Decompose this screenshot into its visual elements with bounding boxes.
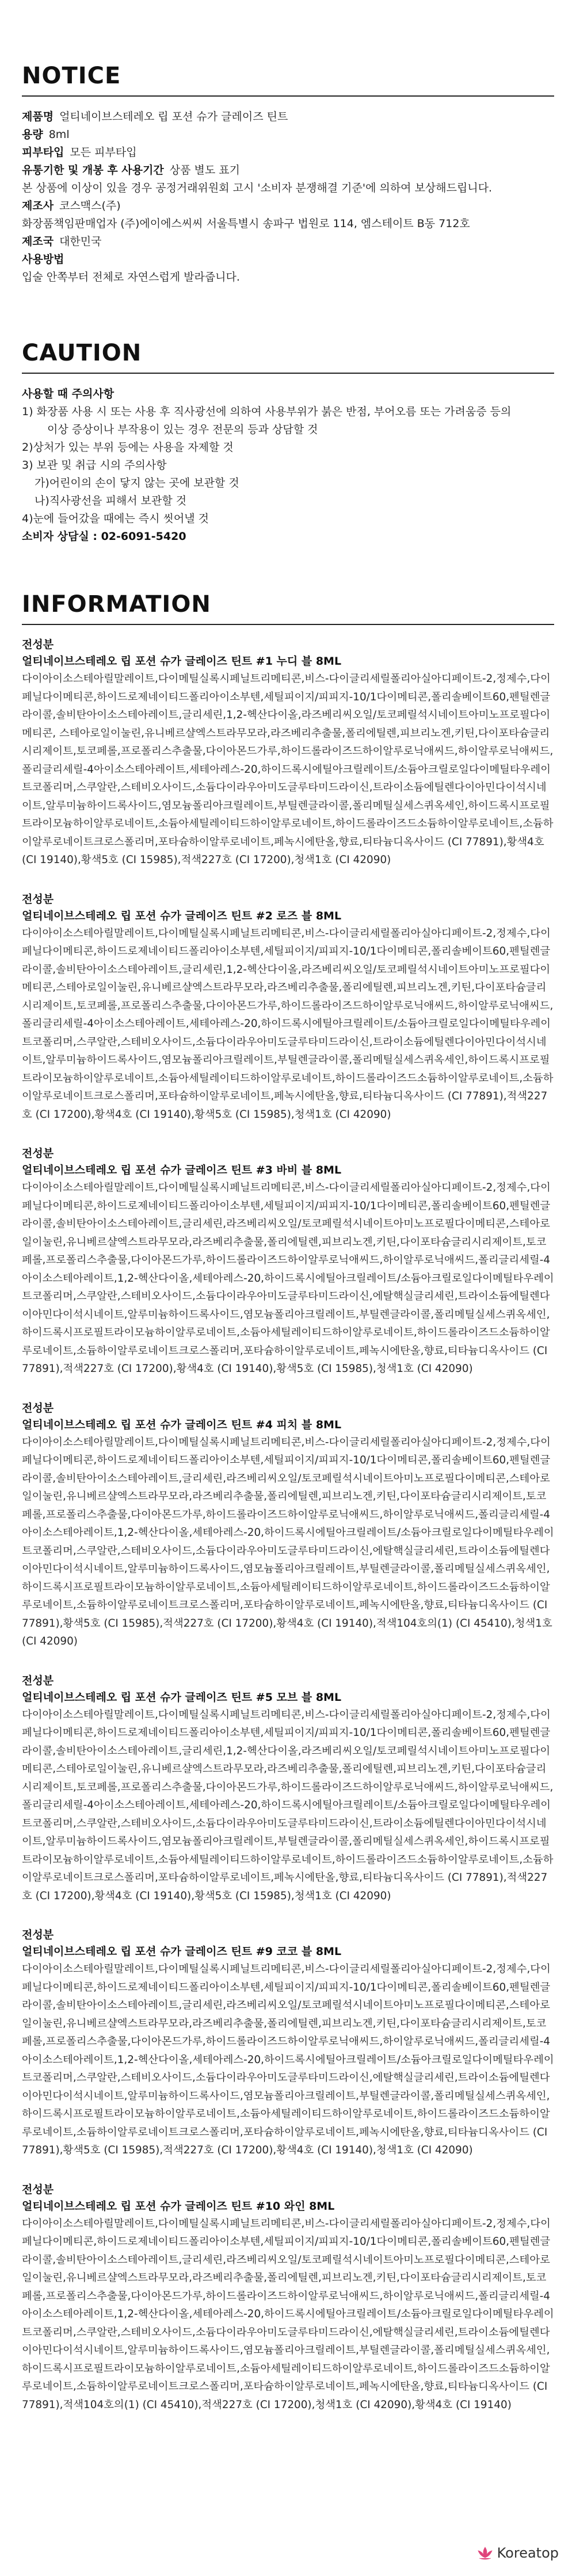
notice-row bbox=[22, 233, 554, 251]
caution-heading: 사용할 때 주의사항 bbox=[22, 388, 115, 400]
ingredient-entry bbox=[22, 637, 554, 869]
ingredient-entry bbox=[22, 1673, 554, 1906]
ingredient-label: 전성분 bbox=[22, 1147, 54, 1160]
caution-divider bbox=[22, 373, 554, 374]
notice-row-value: 대한민국 bbox=[59, 235, 102, 248]
consumer-contact: 소비자 상담실 : 02-6091-5420 bbox=[22, 530, 186, 543]
notice-row-key: 유통기한 및 개봉 후 사용기간 bbox=[22, 164, 164, 177]
caution-lines bbox=[22, 403, 554, 528]
ingredient-label: 전성분 bbox=[22, 892, 54, 906]
ingredient-entries bbox=[22, 637, 554, 2414]
product-variant-name: 얼티네이브스테레오 립 포션 슈가 글레이즈 틴트 #2 로즈 블 8ML bbox=[22, 909, 342, 922]
product-variant-name: 얼티네이브스테레오 립 포션 슈가 글레이즈 틴트 #9 코코 블 8ML bbox=[22, 1945, 342, 1958]
notice-row-value: 8ml bbox=[48, 128, 70, 141]
notice-row bbox=[22, 197, 554, 215]
caution-line: 3) 보관 및 취급 시의 주의사항 bbox=[22, 459, 167, 471]
notice-row-value: 상품 별도 표기 bbox=[169, 164, 240, 177]
ingredient-entry bbox=[22, 1927, 554, 2160]
product-variant-name: 얼티네이브스테레오 립 포션 슈가 글레이즈 틴트 #10 와인 8ML bbox=[22, 2199, 335, 2213]
caution-line: 2)상처가 있는 부위 등에는 사용을 자제할 것 bbox=[22, 441, 234, 454]
notice-row bbox=[22, 215, 554, 233]
ingredient-label: 전성분 bbox=[22, 1929, 54, 1941]
notice-row-value: 코스맥스(주) bbox=[59, 200, 121, 212]
caution-line: 이상 증상이나 부작용이 있는 경우 전문의 등과 상담할 것 bbox=[47, 423, 318, 436]
notice-row bbox=[22, 126, 554, 144]
ingredient-label: 전성분 bbox=[22, 2183, 54, 2196]
notice-rows bbox=[22, 108, 554, 286]
notice-row bbox=[22, 179, 554, 197]
notice-row-value: 얼티네이브스테레오 립 포션 슈가 글레이즈 틴트 bbox=[59, 110, 288, 123]
caution-title: CAUTION bbox=[22, 340, 142, 366]
product-variant-name: 얼티네이브스테레오 립 포션 슈가 글레이즈 틴트 #5 모브 블 8ML bbox=[22, 1690, 342, 1704]
product-variant-name: 얼티네이브스테레오 립 포션 슈가 글레이즈 틴트 #3 바비 블 8ML bbox=[22, 1164, 342, 1176]
ingredient-label: 전성분 bbox=[22, 638, 54, 651]
ingredient-list: 다이아이소스테아릴말레이트,다이메틸실록시페닐트리메티콘,비스-다이글리세릴폴리아실아디페이트-2,정제수,다이페닐다이메티콘,하이드로제네이티드폴리아이소부텐,세틸피이지/피피지-10/1다이메티콘,폴리솔베이트60,펜틸렌글라이콜,솔비탄아이소스테아레이트,글리세린,라즈베리씨오일/토코페릴석시네이트아미노프로필다이메티콘,스테아로일이눌린,유니베르샬엑스트라무모라,라즈베리추출물,폴리에틸렌,피브리노겐,키틴,다이포타슘글리시리제이트,토코페롤,프로폴리스추출물,다이아몬드가루,하이드롤라이즈드하이알루로닉애씨드,하이알루로닉애씨드,폴리글리세릴-4아이소스테아레이트,1,2-헥산다이올,세테아레스-20,하이드록시에틸아크릴레이트/소듐아크릴로일다이메틸타우레이트코폴리머,스쿠알란,스테비오사이드,소듐다이라우아미도글루타미드라이신,에탈핵실글리세린,트라이소듐에틸렌다이아민다이석시네이트,알루미늄하이드록사이드,염모늄폴리아크릴레이트,부틸렌글라이콜,폴리메틸실세스퀴옥세인,하이드록시프로필트라이모늄하이알루로네이트,소듐아세틸레이티드하이알루로네이트,하이드롤라이즈드소듐하이알루로네이트,소듐하이알루로네이트크로스폴리머,포타슘하이알루로네이트,페녹시에탄올,향료,티타늄디옥사이드 (CI 77891),적색104호의(1) (CI 45410),적색227호 (CI 17200),청색1호 (CI 42090),황색4호 (CI 19140) bbox=[22, 2217, 554, 2411]
ingredient-entry bbox=[22, 1145, 554, 1378]
ingredient-entry bbox=[22, 1400, 554, 1651]
koreatop-logo bbox=[476, 2545, 559, 2561]
notice-row bbox=[22, 269, 554, 286]
ingredient-entry bbox=[22, 2182, 554, 2414]
ingredient-list: 다이아이소스테아릴말레이트,다이메틸실록시페닐트리메티콘,비스-다이글리세릴폴리아실아디페이트-2,정제수,다이페닐다이메티콘,하이드로제네이티드폴리아이소부텐,세틸피이지/피피지-10/1다이메티콘,폴리솔베이트60,펜틸렌글라이콜,솔비탄아이소스테아레이트,글리세린,라즈베리씨오일/토코페릴석시네이트아미노프로필다이메티콘,스테아로일이눌린,유니베르샬엑스트라무모라,라즈베리추출물,폴리에틸렌,피브리노겐,키틴,다이포타슘글리시리제이트,토코페롤,프로폴리스추출물,다이아몬드가루,하이드롤라이즈드하이알루로닉애씨드,하이알루로닉애씨드,폴리글리세릴-4아이소스테아레이트,1,2-헥산다이올,세테아레스-20,하이드록시에틸아크릴레이트/소듐아크릴로일다이메틸타우레이트코폴리머,스쿠알란,스테비오사이드,소듐다이라우아미도글루타미드라이신,에탈핵실글리세린,트라이소듐에틸렌다이아민다이석시네이트,알루미늄하이드록사이드,염모늄폴리아크릴레이트,부틸렌글라이콜,폴리메틸실세스퀴옥세인,하이드록시프로필트라이모늄하이알루로네이트,소듐아세틸레이티드하이알루로네이트,하이드롤라이즈드소듐하이알루로네이트,소듐하이알루로네이트크로스폴리머,포타슘하이알루로네이트,페녹시에탄올,향료,티타늄디옥사이드 (CI 77891),황색5호 (CI 15985),적색227호 (CI 17200),황색4호 (CI 19140),적색104호의(1) (CI 45410),청색1호 (CI 42090) bbox=[22, 1436, 554, 1647]
ingredient-entry bbox=[22, 891, 554, 1124]
ingredient-list: 다이아이소스테아릴말레이트,다이메틸실록시페닐트리메티콘,비스-다이글리세릴폴리아실아디페이트-2,정제수,다이페닐다이메티콘,하이드로제네이티드폴리아이소부텐,세틸피이지/피피지-10/1다이메티콘,폴리솔베이트60,펜틸렌글라이콜,솔비탄아이소스테아레이트,글리세린,라즈베리씨오일/토코페릴석시네이트아미노프로필다이메티콘,스테아로일이눌린,유니베르샬엑스트라무모라,라즈베리추출물,폴리에틸렌,피브리노겐,키틴,다이포타슘글리시리제이트,토코페롤,프로폴리스추출물,다이아몬드가루,하이드롤라이즈드하이알루로닉애씨드,하이알루로닉애씨드,폴리글리세릴-4아이소스테아레이트,1,2-헥산다이올,세테아레스-20,하이드록시에틸아크릴레이트/소듐아크릴로일다이메틸타우레이트코폴리머,스쿠알란,스테비오사이드,소듐다이라우아미도글루타미드라이신,에탈핵실글리세린,트라이소듐에틸렌다이아민다이석시네이트,알루미늄하이드록사이드,염모늄폴리아크릴레이트,부틸렌글라이콜,폴리메틸실세스퀴옥세인,하이드록시프로필트라이모늄하이알루로네이트,소듐아세틸레이티드하이알루로네이트,하이드롤라이즈드소듐하이알루로네이트,소듐하이알루로네이트크로스폴리머,포타슘하이알루로네이트,페녹시에탄올,향료,티타늄디옥사이드 (CI 77891),적색227호 (CI 17200),황색4호 (CI 19140),황색5호 (CI 15985),청색1호 (CI 42090) bbox=[22, 1182, 554, 1375]
information-section bbox=[22, 591, 554, 2414]
notice-row-key: 사용방법 bbox=[22, 253, 64, 266]
caution-line: 1) 화장품 사용 시 또는 사용 후 직사광선에 의하여 사용부위가 붉은 반점, 부어오름 또는 가려움증 등의 bbox=[22, 405, 512, 418]
caution-line: 나)직사광선을 피해서 보관할 것 bbox=[35, 494, 187, 507]
ingredient-list: 다이아이소스테아릴말레이트,다이메틸실록시페닐트리메티콘,비스-다이글리세릴폴리아실아디페이트-2,정제수,다이페닐다이메티콘,하이드로제네이티드폴리아이소부텐,세틸피이지/피피지-10/1다이메티콘,폴리솔베이트60,펜틸렌글라이콜,솔비탄아이소스테아레이트,글리세린,1,2-헥산다이올,라즈베리씨오일/토코페릴석시네이트아미노프로필다이메티콘, 스테아로일이눌린,유니베르샬엑스트라무모라,라즈베리추출물,폴리에틸렌,피브리노겐,키틴,다이포타슘글리시리제이트,토코페롤,프로폴리스추출물,다이아몬드가루,하이드롤라이즈드하이알루로닉애씨드,하이알루로닉애씨드,폴리글리세릴-4아이소스테아레이트,세테아레스-20,하이드록시에틸아크릴레이트/소듐아크릴로일다이메틸타우레이트코폴리머,스쿠알란,스테비오사이드,소듐다이라우아미도글루타미드라이신,트라이소듐에틸렌다이아민다이석시네이트,알루미늄하이드록사이드,염모늄폴리아크릴레이트,부틸렌글라이콜,폴리메틸실세스퀴옥세인,하이드록시프로필트라이모늄하이알루로네이트,소듐아세틸레이티드하이알루로네이트,하이드롤라이즈드소듐하이알루로네이트,소듐하이알루로네이트크로스폴리머,포타슘하이알루로네이트,페녹시에탄올,향료,티타늄디옥사이드 (CI 77891),황색4호 (CI 19140),황색5호 (CI 15985),적색227호 (CI 17200),청색1호 (CI 42090) bbox=[22, 673, 554, 866]
notice-row bbox=[22, 251, 554, 269]
caution-section bbox=[22, 339, 554, 546]
notice-row-key: 피부타입 bbox=[22, 146, 64, 159]
information-divider bbox=[22, 624, 554, 625]
caution-line: 4)눈에 들어갔을 때에는 즉시 씻어낼 것 bbox=[22, 512, 209, 525]
notice-row-key: 제조국 bbox=[22, 235, 54, 248]
information-title: INFORMATION bbox=[22, 591, 211, 618]
ingredient-label: 전성분 bbox=[22, 1401, 54, 1414]
logo-text: Koreatop bbox=[497, 2545, 559, 2561]
notice-row-key: 제품명 bbox=[22, 110, 54, 123]
notice-row-value: 입술 안쪽부터 전체로 자연스럽게 발라줍니다. bbox=[22, 271, 240, 283]
notice-divider bbox=[22, 95, 554, 97]
notice-row-value: 본 상품에 이상이 있을 경우 공정거래위원회 고시 '소비자 분쟁해결 기준'에 의하여 보상해드립니다. bbox=[22, 182, 493, 194]
notice-row bbox=[22, 162, 554, 179]
notice-row-key: 제조사 bbox=[22, 200, 54, 212]
lotus-logo-icon bbox=[476, 2546, 494, 2560]
product-variant-name: 얼티네이브스테레오 립 포션 슈가 글레이즈 틴트 #4 피치 블 8ML bbox=[22, 1418, 342, 1431]
notice-row-key: 용량 bbox=[22, 128, 43, 141]
product-variant-name: 얼티네이브스테레오 립 포션 슈가 글레이즈 틴트 #1 누디 블 8ML bbox=[22, 655, 342, 668]
ingredient-label: 전성분 bbox=[22, 1674, 54, 1687]
notice-title: NOTICE bbox=[22, 63, 121, 89]
caution-line: 가)어린이의 손이 닿지 않는 곳에 보관할 것 bbox=[35, 477, 239, 489]
notice-row-value: 모든 피부타입 bbox=[70, 146, 137, 159]
ingredient-list: 다이아이소스테아릴말레이트,다이메틸실록시페닐트리메티콘,비스-다이글리세릴폴리아실아디페이트-2,정제수,다이페닐다이메티콘,하이드로제네이티드폴리아이소부텐,세틸피이지/피피지-10/1다이메티콘,폴리솔베이트60,펜틸렌글라이콜,솔비탄아이소스테아레이트,글리세린,1,2-헥산다이올,라즈베리씨오일/토코페릴석시네이트아미노프로필다이메티콘,스테아로일이눌린,유니베르샬엑스트라무모라,라즈베리추출물,폴리에틸렌,피브리노겐,키틴,다이포타슘글리시리제이트,토코페롤,프로폴리스추출물,다이아몬드가루,하이드롤라이즈드하이알루로닉애씨드,하이알루로닉애씨드,폴리글리세릴-4아이소스테아레이트,세테아레스-20,하이드록시에틸아크릴레이트/소듐아크릴로일다이메틸타우레이트코폴리머,스쿠알란,스테비오사이드,소듐다이라우아미도글루타미드라이신,트라이소듐에틸렌다이아민다이석시네이트,알루미늄하이드록사이드,염모늄폴리아크릴레이트,부틸렌글라이콜,폴리메틸실세스퀴옥세인,하이드록시프로필트라이모늄하이알루로네이트,소듐아세틸레이티드하이알루로네이트,하이드롤라이즈드소듐하이알루로네이트,소듐하이알루로네이트크로스폴리머,포타슘하이알루로네이트,페녹시에탄올,향료,티타늄디옥사이드 (CI 77891),적색227호 (CI 17200),황색4호 (CI 19140),황색5호 (CI 15985),청색1호 (CI 42090) bbox=[22, 1708, 554, 1902]
ingredient-list: 다이아이소스테아릴말레이트,다이메틸실록시페닐트리메티콘,비스-다이글리세릴폴리아실아디페이트-2,정제수,다이페닐다이메티콘,하이드로제네이티드폴리아이소부텐,세틸피이지/피피지-10/1다이메티콘,폴리솔베이트60,펜틸렌글라이콜,솔비탄아이소스테아레이트,글리세린,1,2-헥산다이올,라즈베리씨오일/토코페릴석시네이트아미노프로필다이메티콘,스테아로일이눌린,유니베르샬엑스트라무모라,라즈베리추출물,폴리에틸렌,피브리노겐,키틴,다이포타슘글리시리제이트,토코페롤,프로폴리스추출물,다이아몬드가루,하이드롤라이즈드하이알루로닉애씨드,하이알루로닉애씨드,폴리글리세릴-4아이소스테아레이트,세테아레스-20,하이드록시에틸아크릴레이트/소듐아크릴로일다이메틸타우레이트코폴리머,스쿠알란,스테비오사이드,소듐다이라우아미도글루타미드라이신,트라이소듐에틸렌다이아민다이석시네이트,알루미늄하이드록사이드,염모늄폴리아크릴레이트,부틸렌글라이콜,폴리메틸실세스퀴옥세인,하이드록시프로필트라이모늄하이알루로네이트,소듐아세틸레이티드하이알루로네이트,하이드롤라이즈드소듐하이알루로네이트,소듐하이알루로네이트크로스폴리머,포타슘하이알루로네이트,페녹시에탄올,향료,티타늄디옥사이드 (CI 77891),적색227호 (CI 17200),황색4호 (CI 19140),황색5호 (CI 15985),청색1호 (CI 42090) bbox=[22, 927, 554, 1121]
ingredient-list: 다이아이소스테아릴말레이트,다이메틸실록시페닐트리메티콘,비스-다이글리세릴폴리아실아디페이트-2,정제수,다이페닐다이메티콘,하이드로제네이티드폴리아이소부텐,세틸피이지/피피지-10/1다이메티콘,폴리솔베이트60,펜틸렌글라이콜,솔비탄아이소스테아레이트,글리세린,라즈베리씨오일/토코페릴석시네이트아미노프로필다이메티콘,스테아로일이눌린,유니베르샬엑스트라무모라,라즈베리추출물,폴리에틸렌,피브리노겐,키틴,다이포타슘글리시리제이트,토코페롤,프로폴리스추출물,다이아몬드가루,하이드롤라이즈드하이알루로닉애씨드,하이알루로닉애씨드,폴리글리세릴-4아이소스테아레이트,1,2-헥산다이올,세테아레스-20,하이드록시에틸아크릴레이트/소듐아크릴로일다이메틸타우레이트코폴리머,스쿠알란,스테비오사이드,소듐다이라우아미도글루타미드라이신,에탈핵실글리세린,트라이소듐에틸렌다이아민다이석시네이트,알루미늄하이드록사이드,염모늄폴리아크릴레이트,부틸렌글라이콜,폴리메틸실세스퀴옥세인,하이드록시프로필트라이모늄하이알루로네이트,소듐아세틸레이티드하이알루로네이트,하이드롤라이즈드소듐하이알루로네이트,소듐하이알루로네이트크로스폴리머,포타슘하이알루로네이트,페녹시에탄올,향료,티타늄디옥사이드 (CI 77891),황색5호 (CI 15985),적색227호 (CI 17200),황색4호 (CI 19140),청색1호 (CI 42090) bbox=[22, 1963, 554, 2156]
notice-row-value: 화장품책임판매업자 (주)에이에스씨씨 서울특별시 송파구 법원로 114, 엠스테이트 B동 712호 bbox=[22, 217, 470, 230]
notice-section bbox=[22, 62, 554, 286]
notice-row bbox=[22, 108, 554, 126]
notice-row bbox=[22, 144, 554, 162]
